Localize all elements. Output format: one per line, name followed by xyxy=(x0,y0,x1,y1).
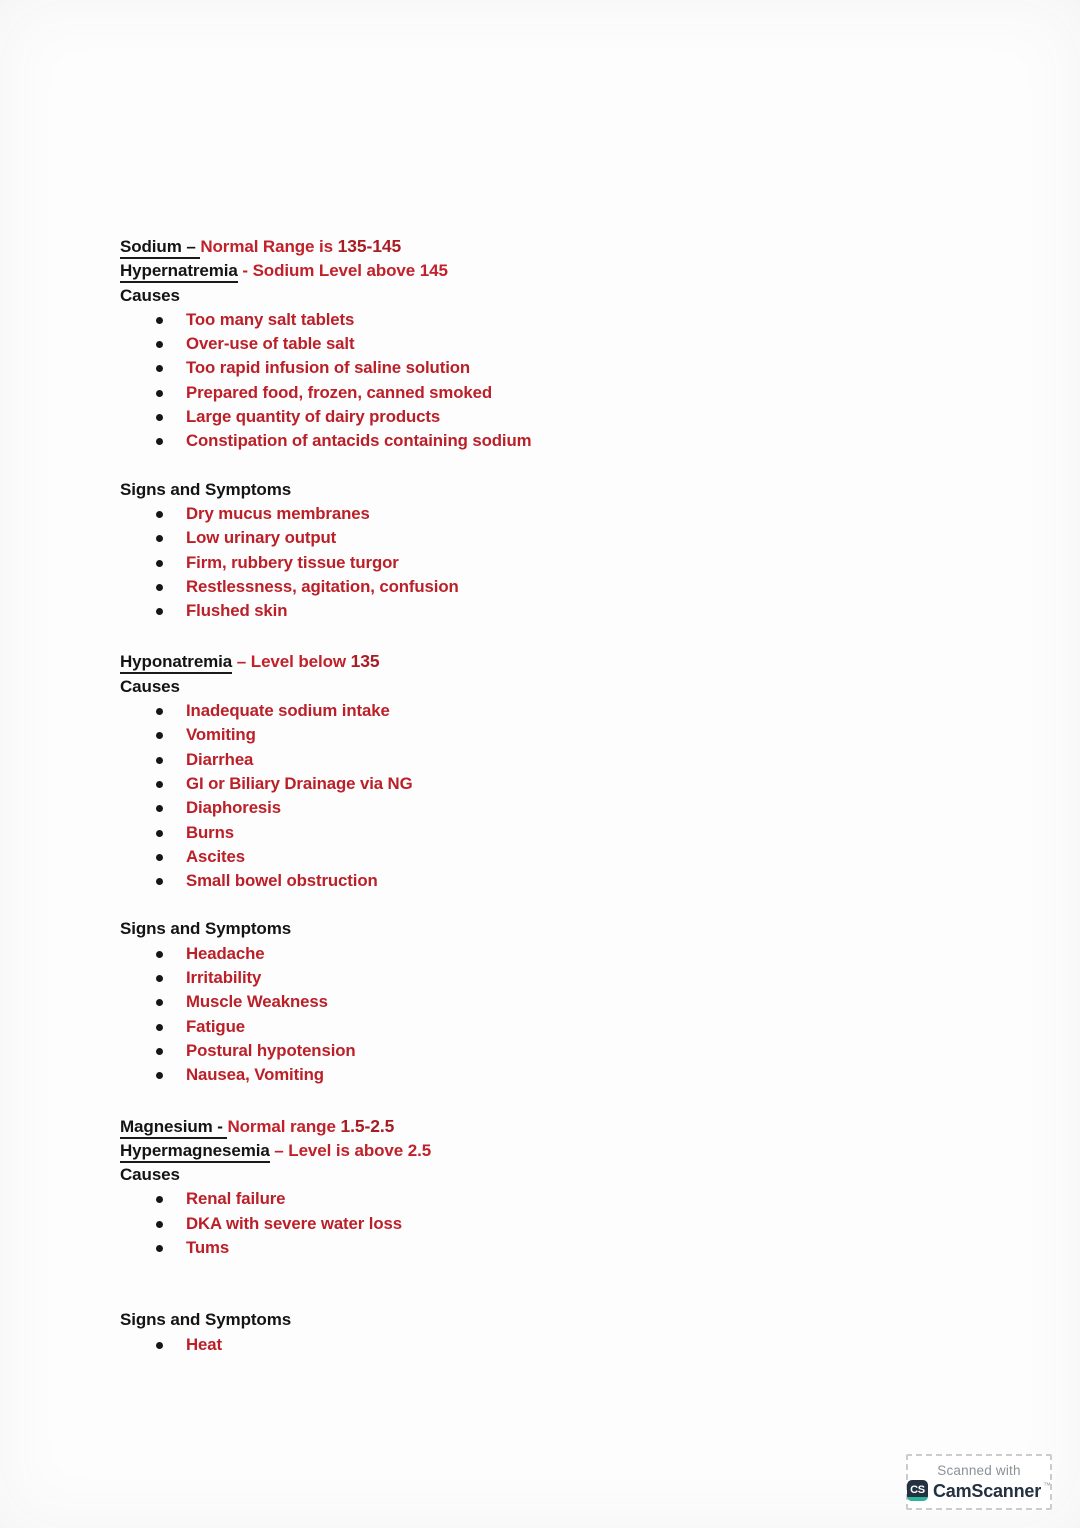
bullet-dot-icon xyxy=(156,414,163,421)
bullet-item xyxy=(120,429,1030,453)
bullet-dot-icon xyxy=(156,1342,163,1349)
camscanner-trademark-symbol: ™ xyxy=(1043,1481,1052,1490)
heading-part: – xyxy=(232,652,251,672)
bullet-text: Restlessness, agitation, confusion xyxy=(186,576,459,596)
bullet-dot-icon xyxy=(156,341,163,348)
heading-part: – xyxy=(269,1140,289,1160)
heading-part: Normal Range is xyxy=(200,237,338,256)
bullet-dot-icon xyxy=(156,1196,163,1203)
bullet-dot-icon xyxy=(156,1048,163,1055)
camscanner-logo-icon xyxy=(907,1480,928,1501)
heading-part: Magnesium - xyxy=(120,1117,227,1139)
bullet-item xyxy=(120,772,1030,796)
bullet-item xyxy=(120,723,1030,747)
bullet-dot-icon xyxy=(156,781,163,788)
bullet-text: Vomiting xyxy=(186,725,256,745)
bullet-dot-icon xyxy=(156,805,163,812)
bullet-dot-icon xyxy=(156,317,163,324)
bullet-text: Large quantity of dairy products xyxy=(186,407,441,427)
bullet-item xyxy=(120,356,1030,380)
bullet-item xyxy=(120,796,1030,820)
bullet-dot-icon xyxy=(156,757,163,764)
bullet-item xyxy=(120,1039,1030,1063)
bullet-text: Flushed skin xyxy=(186,601,288,621)
bullet-dot-icon xyxy=(156,878,163,885)
bullet-item xyxy=(120,1236,1030,1260)
bullet-item xyxy=(120,699,1030,723)
heading-line xyxy=(120,234,1030,259)
bullet-item xyxy=(120,526,1030,550)
camscanner-badge xyxy=(906,1454,1052,1510)
bullet-item xyxy=(120,599,1030,623)
bullet-dot-icon xyxy=(156,1072,163,1079)
section-label: Signs and Symptoms xyxy=(120,919,292,939)
camscanner-brand-row xyxy=(907,1480,1051,1501)
bullet-item xyxy=(120,1015,1030,1039)
bullet-list xyxy=(120,1187,1030,1260)
bullet-dot-icon xyxy=(156,535,163,542)
bullet-item xyxy=(120,748,1030,772)
scanned-with-text: Scanned with xyxy=(937,1463,1021,1478)
camscanner-logo-accent xyxy=(907,1497,928,1501)
bullet-item xyxy=(120,381,1030,405)
bullet-item xyxy=(120,869,1030,893)
bullet-text: Postural hypotension xyxy=(186,1040,356,1060)
bullet-dot-icon xyxy=(156,438,163,445)
heading-part: 135-145 xyxy=(337,236,402,256)
bullet-dot-icon xyxy=(156,1245,163,1252)
bullet-dot-icon xyxy=(156,830,163,837)
bullet-text: Firm, rubbery tissue turgor xyxy=(186,552,399,572)
bullet-item xyxy=(120,845,1030,869)
bullet-dot-icon xyxy=(156,390,163,397)
bullet-item xyxy=(120,551,1030,575)
bullet-dot-icon xyxy=(156,365,163,372)
bullet-list xyxy=(120,699,1030,893)
bullet-text: Fatigue xyxy=(186,1016,245,1036)
bullet-dot-icon xyxy=(156,951,163,958)
bullet-text: Inadequate sodium intake xyxy=(186,701,390,721)
heading-part: - xyxy=(237,261,253,281)
heading-part: Level is above 2.5 xyxy=(288,1140,432,1160)
bullet-text: Ascites xyxy=(186,846,246,866)
bullet-item xyxy=(120,942,1030,966)
heading-line xyxy=(120,259,1030,283)
bullet-dot-icon xyxy=(156,708,163,715)
bullet-dot-icon xyxy=(156,560,163,567)
bullet-text: GI or Biliary Drainage via NG xyxy=(186,773,413,793)
bullet-text: Over-use of table salt xyxy=(186,334,355,354)
bullet-text: Diarrhea xyxy=(186,749,254,769)
bullet-list xyxy=(120,502,1030,623)
bullet-item xyxy=(120,1333,1030,1357)
bullet-item xyxy=(120,1063,1030,1087)
heading-line xyxy=(120,649,1030,674)
camscanner-logo-letters: CS xyxy=(910,1483,925,1496)
bullet-text: Dry mucus membranes xyxy=(186,503,370,523)
bullet-list xyxy=(120,1333,1030,1357)
bullet-text: Renal failure xyxy=(186,1189,286,1209)
bullet-text: Constipation of antacids containing sodium xyxy=(186,431,532,451)
bullet-text: DKA with severe water loss xyxy=(186,1213,402,1233)
bullet-item xyxy=(120,990,1030,1014)
heading-line xyxy=(120,1114,1030,1139)
bullet-dot-icon xyxy=(156,608,163,615)
bullet-dot-icon xyxy=(156,999,163,1006)
bullet-text: Muscle Weakness xyxy=(186,992,328,1012)
section-label: Signs and Symptoms xyxy=(120,479,292,499)
bullet-dot-icon xyxy=(156,1221,163,1228)
bullet-text: Tums xyxy=(186,1237,230,1257)
bullet-text: Diaphoresis xyxy=(186,798,281,818)
bullet-text: Too many salt tablets xyxy=(186,309,355,329)
section-label: Causes xyxy=(120,676,180,696)
bullet-item xyxy=(120,966,1030,990)
bullet-text: Too rapid infusion of saline solution xyxy=(186,358,471,378)
heading-part: Level below xyxy=(250,652,351,672)
bullet-text: Irritability xyxy=(186,968,262,988)
bullet-text: Prepared food, frozen, canned smoked xyxy=(186,382,492,402)
bullet-list xyxy=(120,308,1030,454)
bullet-text: Low urinary output xyxy=(186,528,337,548)
section-label: Causes xyxy=(120,285,180,305)
bullet-dot-icon xyxy=(156,732,163,739)
bullet-dot-icon xyxy=(156,975,163,982)
bullet-dot-icon xyxy=(156,584,163,591)
heading-part: 135 xyxy=(350,651,380,672)
bullet-text: Small bowel obstruction xyxy=(186,871,378,891)
bullet-item xyxy=(120,575,1030,599)
heading-line xyxy=(120,1139,1030,1163)
bullet-item xyxy=(120,502,1030,526)
bullet-text: Burns xyxy=(186,822,234,842)
heading-part: Sodium Level above 145 xyxy=(252,261,448,281)
bullet-item xyxy=(120,1212,1030,1236)
bullet-dot-icon xyxy=(156,511,163,518)
bullet-item xyxy=(120,1187,1030,1211)
heading-part: Sodium – xyxy=(120,237,200,259)
bullet-text: Nausea, Vomiting xyxy=(186,1065,324,1085)
bullet-text: Heat xyxy=(186,1334,222,1354)
heading-part: Hypermagnesemia xyxy=(120,1141,270,1163)
bullet-text: Headache xyxy=(186,943,265,963)
bullet-item xyxy=(120,308,1030,332)
notes-content xyxy=(120,234,1030,1357)
heading-part: Hyponatremia xyxy=(120,652,232,674)
heading-part: Hypernatremia xyxy=(120,261,238,283)
section-label: Signs and Symptoms xyxy=(120,1310,292,1330)
heading-part: 1.5-2.5 xyxy=(340,1115,395,1136)
bullet-item xyxy=(120,405,1030,429)
camscanner-brand-name: CamScanner xyxy=(932,1480,1042,1501)
bullet-dot-icon xyxy=(156,1024,163,1031)
bullet-list xyxy=(120,942,1030,1088)
bullet-dot-icon xyxy=(156,854,163,861)
heading-part: Normal range xyxy=(227,1116,341,1136)
bullet-item xyxy=(120,332,1030,356)
section-label: Causes xyxy=(120,1165,180,1185)
bullet-item xyxy=(120,821,1030,845)
